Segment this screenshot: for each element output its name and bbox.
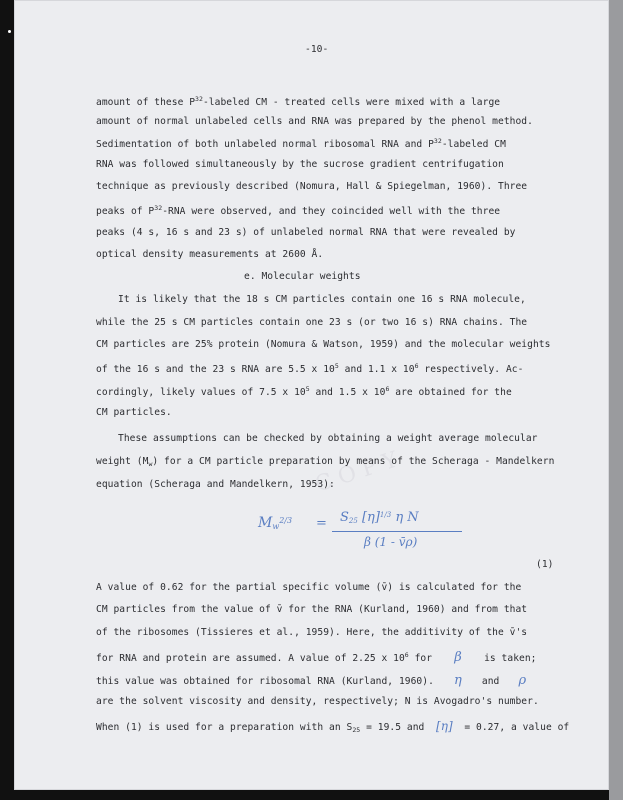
paragraph-1-line-6: peaks of $P^{32}$-RNA were observed, and they coincided well with the three [96, 204, 501, 217]
paragraph-3-line-1: These assumptions can be checked by obtaining a weight average molecular [118, 433, 538, 444]
paragraph-1-line-1: amount of these $P^{32}$-labeled CM - treated cells were mixed with a large [96, 95, 501, 108]
page-number: -10- [305, 44, 329, 55]
paragraph-1-line-2: amount of normal unlabeled cells and RNA was prepared by the phenol method. [96, 116, 533, 127]
paragraph-2-line-3: CM particles are 25% protein (Nomura & Watson, 1959) and the molecular weights [96, 339, 551, 350]
equation-denominator: β (1 - v̄ρ) [364, 535, 418, 549]
equation-equals: = [316, 516, 327, 531]
equation-number: (1) [536, 559, 554, 570]
section-heading: e. Molecular weights [244, 271, 361, 282]
paragraph-4-line-2: CM particles from the value of v̄ for the RNA (Kurland, 1960) and from that [96, 604, 528, 615]
paragraph-4-line-1: A value of 0.62 for the partial specific volume (v̄) is calculated for the [96, 582, 522, 593]
handwritten-beta: β [454, 650, 462, 665]
paragraph-1-line-3: Sedimentation of both unlabeled normal ribosomal RNA and $P^{32}$-labeled CM [96, 137, 506, 150]
paragraph-4-line-4: for RNA and protein are assumed. A value of 2.25 x $10^6$ for β is taken; [96, 650, 537, 665]
paragraph-2-line-2: while the 25 s CM particles contain one 23 s (or two 16 s) RNA chains. The [96, 317, 528, 328]
paragraph-4-line-7: When (1) is used for a preparation with an $S_{25} = 19.5$ and [η] = 0.27, a value of [96, 719, 570, 734]
paragraph-2-line-4: of the 16 s and the 23 s RNA are 5.5 x $10^5$ and 1.1 x $10^6$ respectively. Ac- [96, 362, 524, 375]
equation-fraction-bar [332, 531, 462, 532]
scan-speck [8, 30, 11, 33]
equation-numerator: $S_{25}$ $[\eta]^{1/3}$ η N [340, 510, 419, 525]
document-page [14, 0, 609, 790]
paragraph-3-line-3: equation (Scheraga and Mandelkern, 1953): [96, 479, 335, 490]
handwritten-eta: η [453, 673, 462, 688]
paragraph-2-line-6: CM particles. [96, 407, 172, 418]
paragraph-4-line-3: of the ribosomes (Tissieres et al., 1959). Here, the additivity of the v̄'s [96, 627, 528, 638]
faint-stamp-watermark: C O P Y [312, 447, 401, 498]
scan-edge-shadow [609, 0, 623, 800]
paragraph-2-line-5: cordingly, likely values of 7.5 x $10^5$ and 1.5 x $10^6$ are obtained for the [96, 385, 512, 398]
paragraph-3-line-2: weight $(M_w)$ for a CM particle preparation by means of the Scheraga - Mandelkern [96, 456, 555, 468]
paragraph-4-line-5: this value was obtained for ribosomal RNA (Kurland, 1960). η and ρ [96, 673, 545, 688]
paragraph-1-line-5: technique as previously described (Nomura, Hall & Spiegelman, 1960). Three [96, 181, 528, 192]
paragraph-1-line-8: optical density measurements at 2600 Å. [96, 249, 324, 260]
handwritten-intrinsic-viscosity: [η] [436, 719, 453, 733]
paragraph-1-line-7: peaks (4 s, 16 s and 23 s) of unlabeled normal RNA that were revealed by [96, 227, 516, 238]
paragraph-4-line-6: are the solvent viscosity and density, respectively; N is Avogadro's number. [96, 696, 539, 707]
paragraph-1-line-4: RNA was followed simultaneously by the sucrose gradient centrifugation [96, 159, 504, 170]
paragraph-2-line-1: It is likely that the 18 s CM particles contain one 16 s RNA molecule, [118, 294, 526, 305]
handwritten-rho: ρ [518, 673, 527, 688]
equation-lhs: $M_w^{2/3}$ [258, 515, 293, 531]
